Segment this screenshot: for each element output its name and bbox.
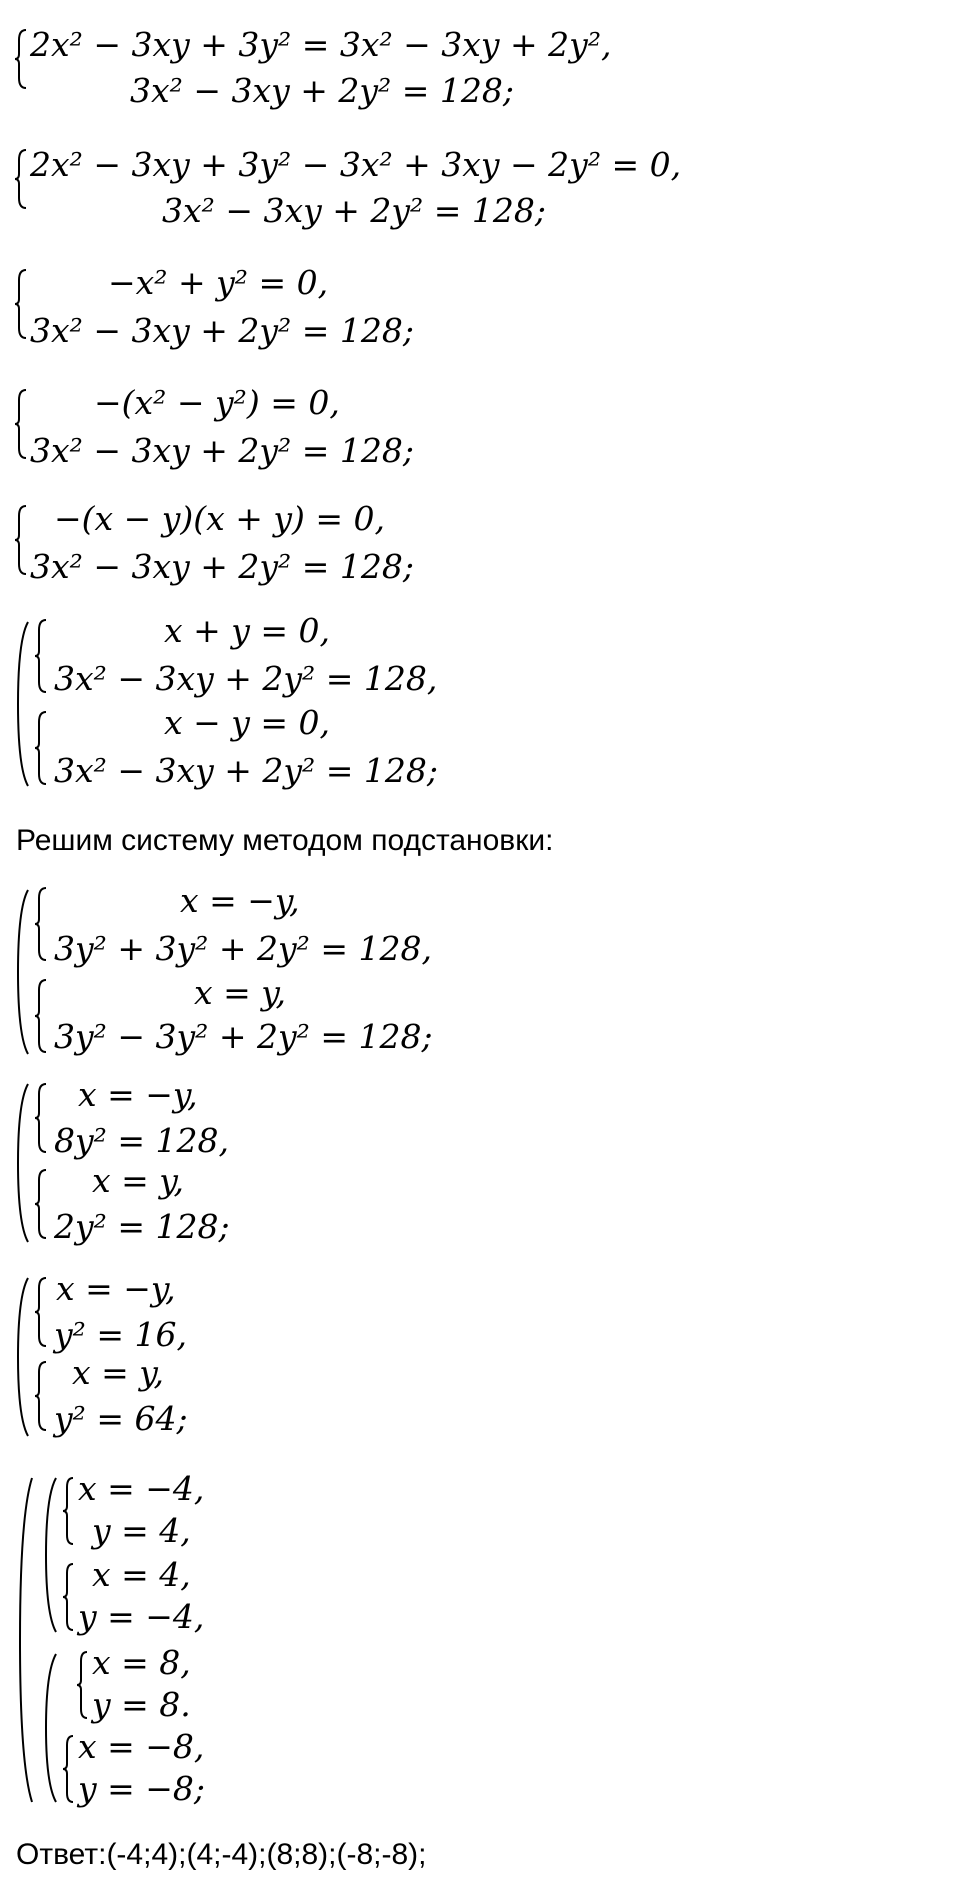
answer-text: Ответ:(-4;4);(4;-4);(8;8);(-8;-8);: [16, 1838, 427, 1871]
equation: x − y = 0,: [164, 703, 330, 742]
system-brace: [62, 1562, 76, 1632]
system-brace: [34, 1276, 50, 1348]
system-brace: [76, 1650, 90, 1720]
outer-set-bracket: [18, 1476, 34, 1804]
equation: 2x² − 3xy + 3y² = 3x² − 3xy + 2y²,: [30, 25, 612, 64]
equation: x = y,: [72, 1353, 164, 1392]
system-brace: [62, 1476, 76, 1546]
equation: y² = 16,: [54, 1315, 187, 1354]
system-brace: [62, 1734, 76, 1804]
method-text: Решим систему методом подстановки:: [16, 824, 554, 857]
equation: 3x² − 3xy + 2y² = 128;: [162, 191, 546, 230]
equation: −x² + y² = 0,: [108, 263, 329, 302]
equation: x = 8,: [92, 1643, 191, 1682]
set-bracket: [44, 1476, 58, 1634]
equation: 3x² − 3xy + 2y² = 128;: [30, 431, 414, 470]
system-brace: [14, 388, 30, 460]
equation: 3x² − 3xy + 2y² = 128;: [130, 71, 514, 110]
equation: x = y,: [92, 1161, 184, 1200]
equation: x = 4,: [92, 1555, 191, 1594]
system-brace: [14, 504, 30, 576]
system-brace: [34, 886, 50, 962]
equation: y = 4,: [92, 1511, 191, 1550]
equation: 3x² − 3xy + 2y² = 128;: [30, 547, 414, 586]
equation: 3y² + 3y² + 2y² = 128,: [54, 929, 432, 968]
equation: x = −y,: [56, 1269, 176, 1308]
equation: x + y = 0,: [164, 611, 330, 650]
system-brace: [14, 28, 30, 90]
equation: −(x − y)(x + y) = 0,: [54, 499, 386, 538]
equation: x = −y,: [78, 1075, 198, 1114]
set-bracket: [44, 1652, 58, 1804]
system-brace: [14, 268, 30, 340]
equation: 3x² − 3xy + 2y² = 128;: [30, 311, 414, 350]
equation: y = −8;: [78, 1769, 206, 1808]
equation: 2x² − 3xy + 3y² − 3x² + 3xy − 2y² = 0,: [30, 145, 682, 184]
set-bracket: [16, 1082, 30, 1244]
equation: 8y² = 128,: [54, 1121, 229, 1160]
equation: x = y,: [194, 973, 286, 1012]
equation: x = −8,: [78, 1727, 205, 1766]
equation: −(x² − y²) = 0,: [94, 383, 340, 422]
equation: 3x² − 3xy + 2y² = 128,: [54, 659, 438, 698]
system-brace: [34, 1168, 50, 1240]
system-brace: [34, 618, 50, 694]
system-brace: [34, 978, 50, 1054]
equation: x = −y,: [180, 881, 300, 920]
set-bracket: [16, 1276, 30, 1438]
equation: 3y² − 3y² + 2y² = 128;: [54, 1017, 433, 1056]
system-brace: [34, 710, 50, 786]
system-brace: [14, 148, 30, 210]
equation: y = 8.: [92, 1685, 191, 1724]
system-brace: [34, 1360, 50, 1432]
equation: y² = 64;: [54, 1399, 188, 1438]
set-bracket: [16, 888, 30, 1056]
equation: 3x² − 3xy + 2y² = 128;: [54, 751, 438, 790]
equation: y = −4,: [78, 1597, 205, 1636]
equation: 2y² = 128;: [54, 1207, 230, 1246]
system-brace: [34, 1082, 50, 1154]
set-bracket: [16, 620, 30, 788]
equation: x = −4,: [78, 1469, 205, 1508]
